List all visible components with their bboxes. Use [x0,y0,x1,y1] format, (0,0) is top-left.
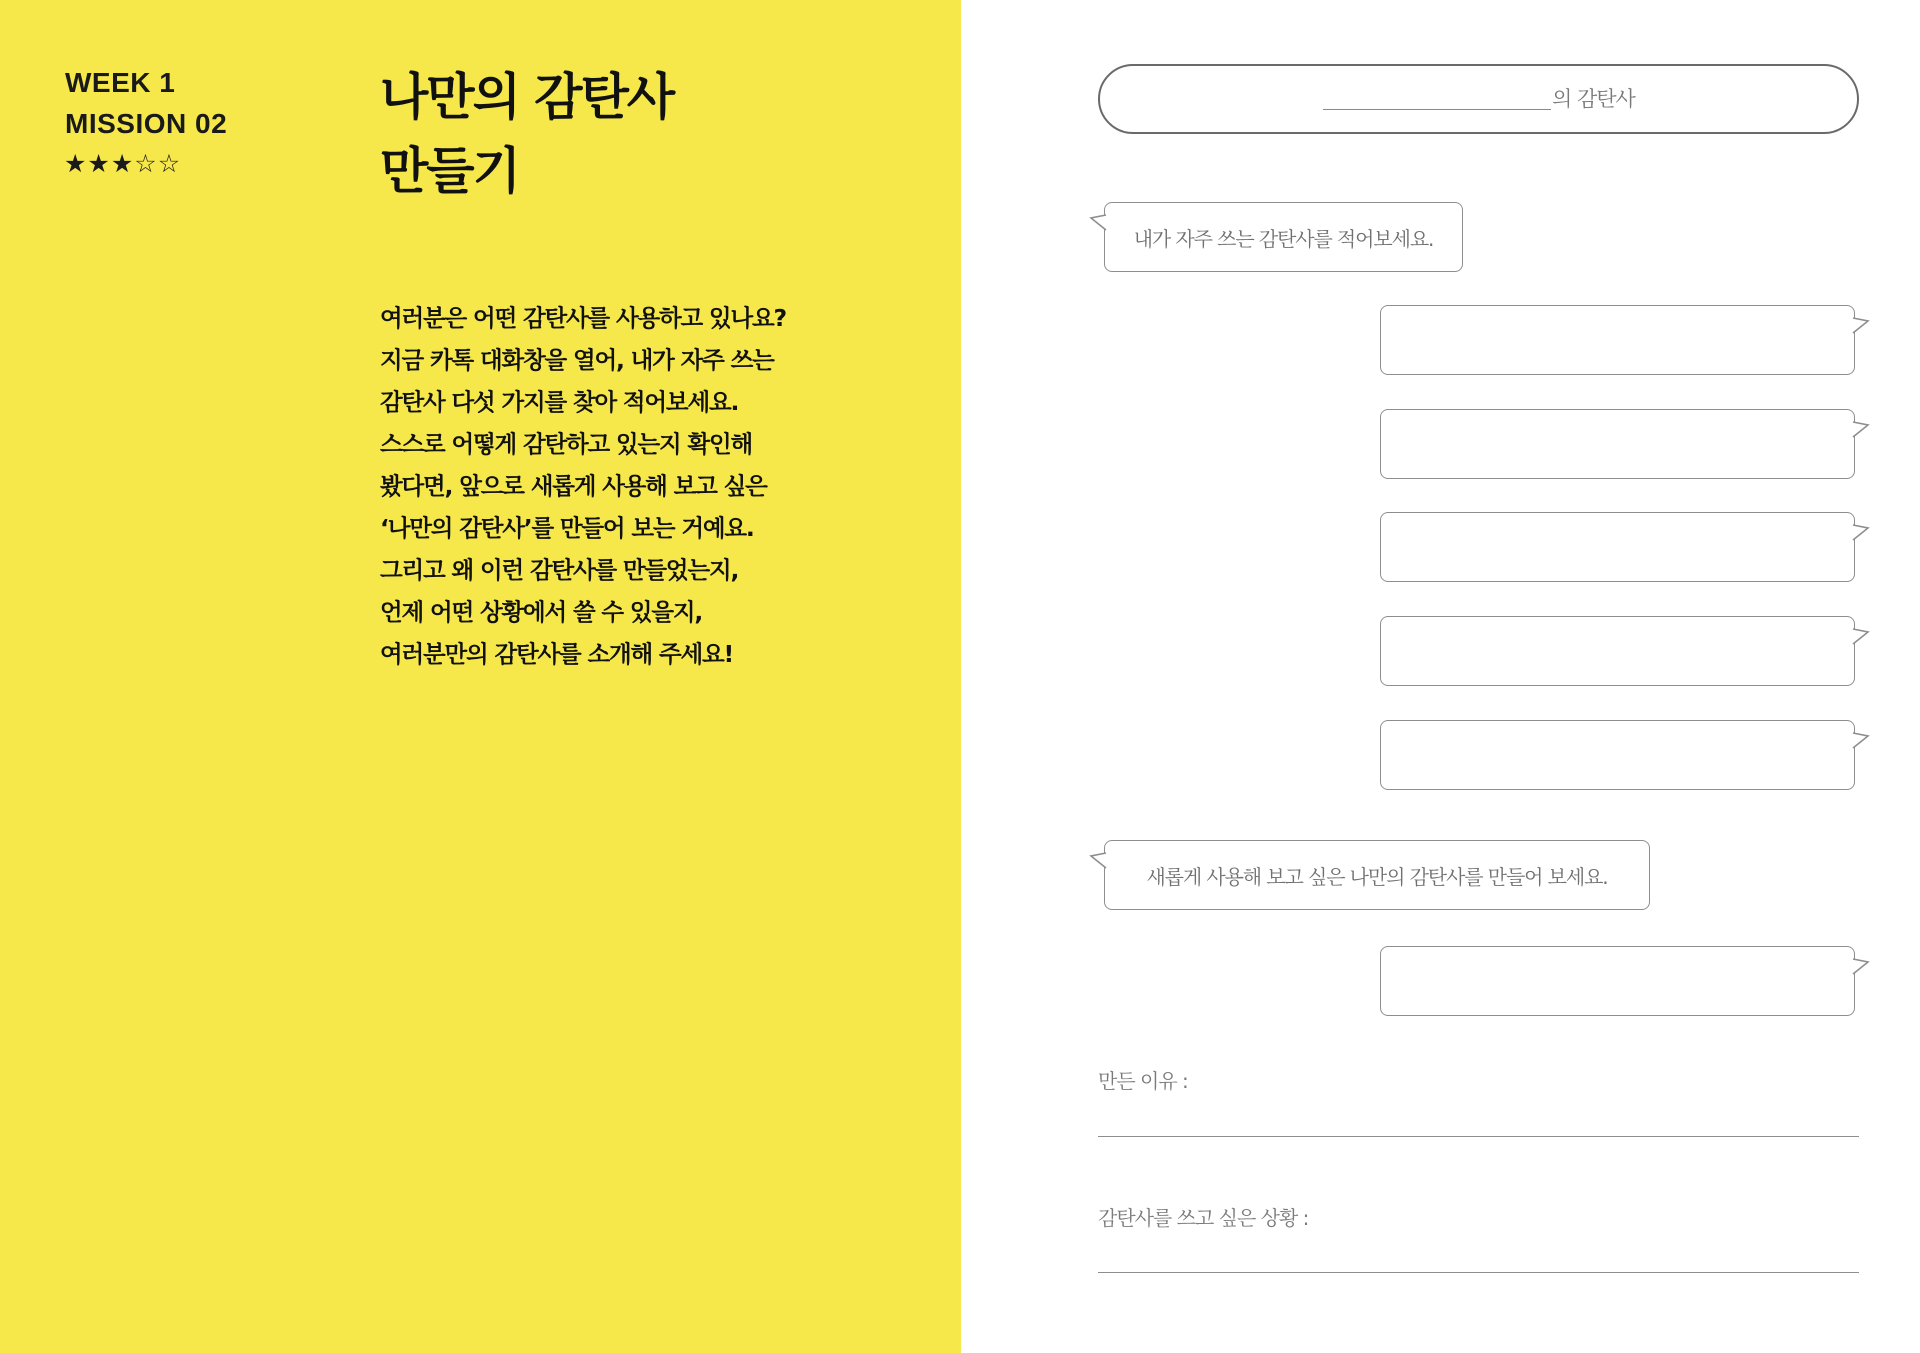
frequent-interjection-bubble[interactable] [1380,720,1855,790]
mission-instructions [380,297,920,675]
new-interjection-bubble[interactable] [1380,946,1855,1016]
instruction-line: 지금 카톡 대화창을 열어, 내가 자주 쓰는 [380,346,774,374]
bubble-tail-icon [1845,523,1869,547]
situation-label: 감탄사를 쓰고 싶은 상황 : [1098,1206,1309,1230]
name-blank-line[interactable] [1323,109,1551,110]
title-line-1: 나만의 감탄사 [380,68,674,126]
star-filled-icon: ★ [87,149,110,178]
bubble-tail-icon [1845,957,1869,981]
frequent-interjection-bubble[interactable] [1380,512,1855,582]
bubble-tail-icon [1845,731,1869,755]
instruction-line: 여러분만의 감탄사를 소개해 주세요! [380,640,733,668]
mission-title [380,60,673,208]
frequent-interjection-bubble[interactable] [1380,409,1855,479]
bubble-tail-icon [1845,316,1869,340]
prompt-new-bubble [1104,840,1650,910]
instruction-line: ‘나만의 감탄사’를 만들어 보는 거예요. [380,514,754,542]
star-filled-icon: ★ [110,149,134,178]
instruction-line: 스스로 어떻게 감탄하고 있는지 확인해 [380,430,752,458]
title-line-2: 만들기 [380,142,519,200]
frequent-interjection-bubble[interactable] [1380,616,1855,686]
prompt-frequent-bubble [1104,202,1463,272]
week-label: WEEK 1 [65,67,176,98]
name-field[interactable] [1098,64,1859,134]
instruction-line: 언제 어떤 상황에서 쓸 수 있을지, [380,598,703,626]
instruction-line: 여러분은 어떤 감탄사를 사용하고 있나요? [380,304,786,332]
frequent-interjection-bubble[interactable] [1380,305,1855,375]
bubble-tail-icon [1845,627,1869,651]
star-filled-icon: ★ [64,149,87,178]
bubble-tail-icon [1845,420,1869,444]
bubble-tail-icon [1090,213,1114,237]
reason-line[interactable] [1098,1136,1859,1137]
prompt-frequent-text: 내가 자주 쓰는 감탄사를 적어보세요. [1133,226,1434,251]
situation-line[interactable] [1098,1272,1859,1273]
instruction-line: 감탄사 다섯 가지를 찾아 적어보세요. [380,388,739,416]
star-empty-icon: ☆ [157,149,181,178]
prompt-new-text: 새롭게 사용해 보고 싶은 나만의 감탄사를 만들어 보세요. [1146,864,1608,889]
difficulty-rating [64,150,180,178]
instruction-line: 봤다면, 앞으로 새롭게 사용해 보고 싶은 [380,472,767,500]
mission-number: MISSION 02 [65,108,228,139]
name-field-suffix: 의 감탄사 [1552,87,1635,111]
mission-code [65,62,227,144]
bubble-tail-icon [1090,851,1114,875]
reason-label: 만든 이유 : [1098,1069,1188,1093]
star-empty-icon: ☆ [134,149,157,178]
instruction-line: 그리고 왜 이런 감탄사를 만들었는지, [380,556,739,584]
